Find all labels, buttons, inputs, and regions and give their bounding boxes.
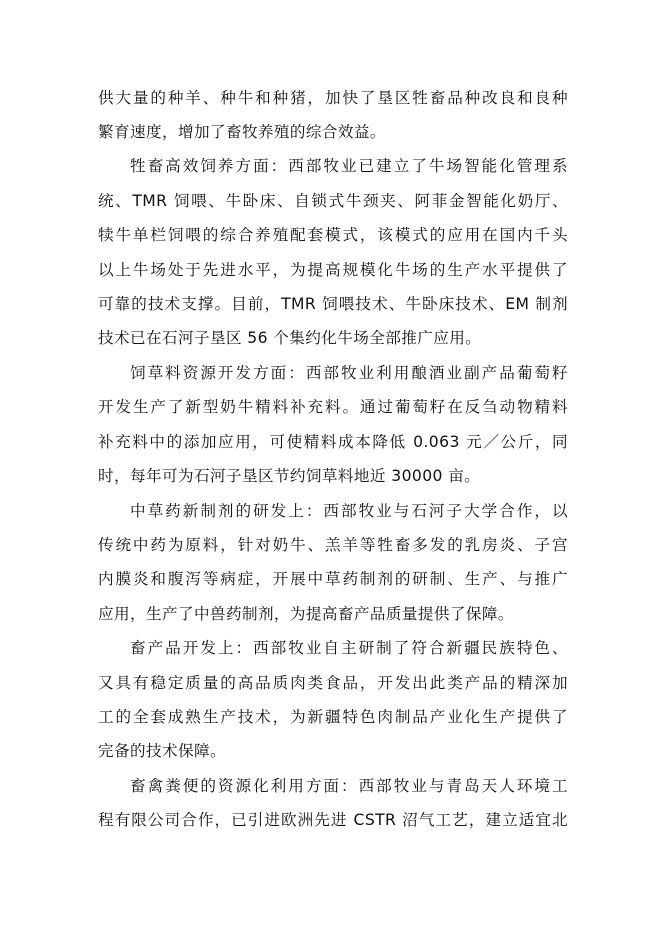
text-line: 补充料中的添加应用，可使精料成本降低 0.063 元／公斤，同	[98, 433, 568, 451]
text-line: 程有限公司合作，已引进欧洲先进 CSTR 沼气工艺，建立适宜北	[98, 811, 568, 829]
text-line: 开发生产了新型奶牛精料补充料。通过葡萄籽在反刍动物精料	[98, 398, 568, 416]
text-line: 犊牛单栏饲喂的综合养殖配套模式，该模式的应用在国内千头	[98, 226, 568, 244]
text-line: 以上牛场处于先进水平，为提高规模化牛场的生产水平提供了	[98, 261, 568, 279]
text-line: 畜产品开发上：西部牧业自主研制了符合新疆民族特色、	[130, 639, 568, 657]
text-line: 繁育速度，增加了畜牧养殖的综合效益。	[98, 123, 386, 141]
text-line: 传统中药为原料，针对奶牛、羔羊等牲畜多发的乳房炎、子宫	[98, 536, 568, 554]
text-line: 中草药新制剂的研发上：西部牧业与石河子大学合作，以	[130, 502, 568, 520]
text-line: 饲草料资源开发方面：西部牧业利用酿酒业副产品葡萄籽	[130, 364, 568, 382]
text-line: 牲畜高效饲养方面：西部牧业已建立了牛场智能化管理系	[130, 157, 568, 175]
text-line: 完备的技术保障。	[98, 742, 226, 760]
text-line: 又具有稳定质量的高品质肉类食品，开发出此类产品的精深加	[98, 674, 568, 692]
text-line: 供大量的种羊、种牛和种猪，加快了垦区牲畜品种改良和良种	[98, 89, 568, 107]
text-line: 技术已在石河子垦区 56 个集约化牛场全部推广应用。	[98, 329, 482, 347]
text-line: 内膜炎和腹泻等病症，开展中草药制剂的研制、生产、与推广	[98, 570, 568, 588]
text-line: 应用，生产了中兽药制剂，为提高畜产品质量提供了保障。	[98, 605, 514, 623]
text-line: 工的全套成熟生产技术，为新疆特色肉制品产业化生产提供了	[98, 708, 568, 726]
text-line: 畜禽粪便的资源化利用方面：西部牧业与青岛天人环境工	[130, 777, 568, 795]
text-line: 统、TMR 饲喂、牛卧床、自锁式牛颈夹、阿菲金智能化奶厅、	[98, 192, 568, 210]
text-line: 时，每年可为石河子垦区节约饲草料地近 30000 亩。	[98, 467, 481, 485]
text-line: 可靠的技术支撑。目前，TMR 饲喂技术、牛卧床技术、EM 制剂	[98, 295, 568, 313]
